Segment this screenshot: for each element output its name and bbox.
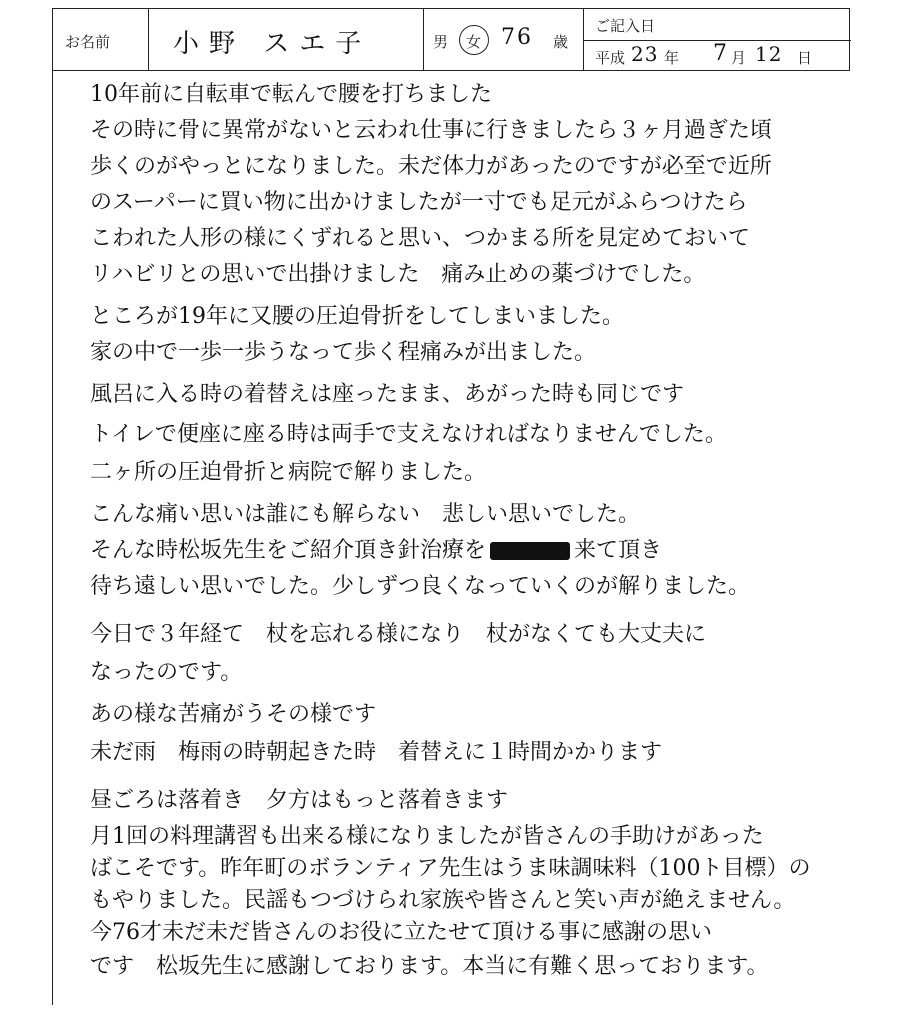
body-line: 今日で３年経て 杖を忘れる様になり 杖がなくても大丈夫に	[90, 622, 707, 647]
body-line: 家の中で一歩一歩うなって歩く程痛みが出ました。	[90, 340, 597, 365]
header-divider	[423, 9, 424, 70]
date-era: 平成	[595, 49, 626, 67]
body-line: なったのです。	[90, 660, 243, 685]
date-year-unit: 年	[664, 49, 680, 67]
date-year: 23	[631, 42, 659, 66]
body-line: トイレで便座に座る時は両手で支えなければなりませんでした。	[90, 422, 727, 447]
body-line: です 松坂先生に感謝しております。本当に有難く思っております。	[90, 954, 769, 979]
name-label: お名前	[65, 33, 111, 51]
name-value: 小野 スエ子	[173, 29, 372, 59]
body-line-with-redaction	[90, 540, 662, 562]
body-line: もやりました。民謡もつづけられ家族や皆さんと笑い声が絶えません。	[90, 888, 796, 913]
body-line: 待ち遠しい思いでした。少しずつ良くなっていくのが解りました。	[90, 574, 751, 599]
gender-male-label: 男	[433, 33, 449, 51]
body-line-part: 来て頂き	[574, 538, 663, 563]
age-value: 76	[501, 25, 533, 50]
body-line-part: そんな時松坂先生をご紹介頂き針治療を	[90, 538, 487, 563]
date-month: 7	[713, 41, 727, 66]
date-day-unit: 日	[797, 49, 813, 67]
body-line: 二ヶ所の圧迫骨折と病院で解りました。	[90, 460, 487, 485]
gender-female-label: 女	[466, 33, 482, 51]
body-line: こんな痛い思いは誰にも解らない 悲しい思いでした。	[90, 502, 641, 527]
body-line: 風呂に入る時の着替えは座ったまま、あがった時も同じです	[90, 382, 685, 407]
body-line: のスーパーに買い物に出かけましたが一寸でも足元がふらつけたら	[90, 190, 748, 215]
body-line: 10年前に自転車で転んで腰を打ちました	[90, 82, 492, 107]
body-line: こわれた人形の様にくずれると思い、つかまる所を見定めておいて	[90, 226, 751, 251]
date-day: 12	[755, 42, 783, 66]
form-header	[52, 8, 850, 71]
body-line: 今76才未だ未だ皆さんのお役に立たせて頂ける事に感謝の思い	[90, 920, 712, 945]
date-month-unit: 月	[731, 49, 747, 67]
age-unit: 歳	[553, 33, 569, 51]
body-line: ところが19年に又腰の圧迫骨折をしてしまいました。	[90, 304, 624, 329]
body-line: 歩くのがやっとになりました。未だ体力があったのですが必至で近所	[90, 154, 772, 179]
body-line: その時に骨に異常がないと云われ仕事に行きましたら３ヶ月過ぎた頃	[90, 118, 773, 143]
redaction-mark	[490, 542, 570, 560]
body-line: 月1回の料理講習も出来る様になりましたが皆さんの手助けがあった	[90, 824, 764, 849]
date-label: ご記入日	[595, 17, 656, 35]
body-line: あの様な苦痛がうその様です	[90, 702, 377, 727]
body-line: リハビリとの思いで出掛けました 痛み止めの薬づけでした。	[90, 262, 706, 287]
body-line: 未だ雨 梅雨の時朝起きた時 着替えに１時間かかります	[90, 740, 663, 765]
body-line: 昼ごろは落着き 夕方はもっと落着きます	[90, 788, 509, 813]
body-line: ばこそです。昨年町のボランティア先生はうま味調味料（100ト目標）の	[90, 856, 811, 881]
header-divider	[148, 9, 149, 70]
